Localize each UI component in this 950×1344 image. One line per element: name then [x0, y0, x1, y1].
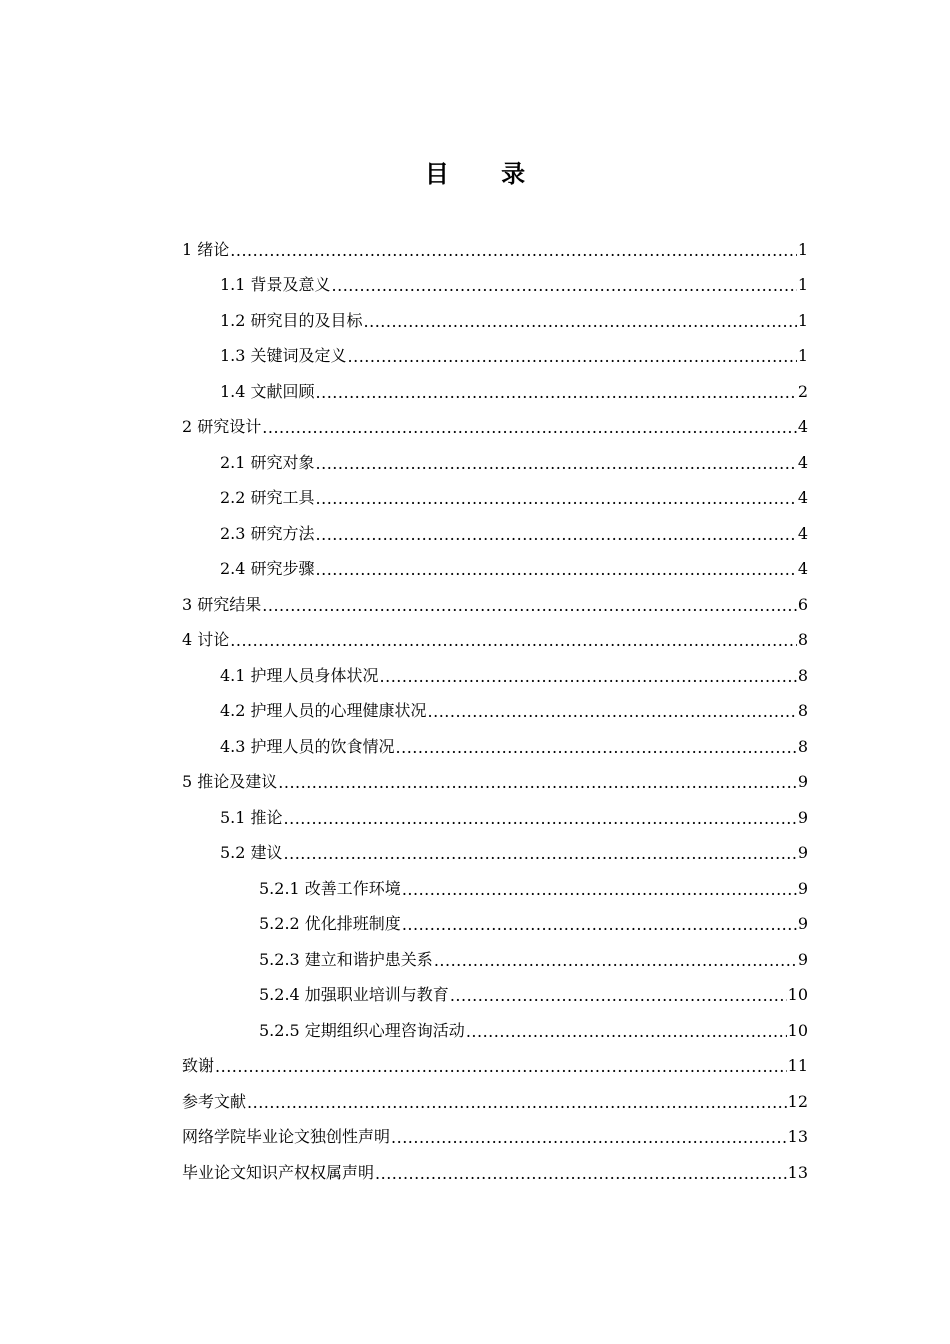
toc-dot-leader [230, 241, 797, 261]
toc-dot-leader [380, 667, 797, 687]
toc-entry-title: 2 研究设计 [182, 417, 262, 437]
toc-dot-leader [364, 312, 797, 332]
toc-dot-leader [375, 1164, 787, 1184]
toc-entry-title: 毕业论文知识产权权属声明 [182, 1162, 375, 1182]
toc-entry-page-number: 12 [787, 1091, 808, 1111]
toc-entry-page-number: 4 [797, 559, 808, 579]
toc-dot-leader [332, 276, 797, 296]
toc-entry[interactable] [182, 978, 808, 1014]
toc-entry-title: 致谢 [182, 1056, 215, 1076]
toc-dot-leader [316, 454, 797, 474]
toc-entry-page-number: 2 [797, 381, 808, 401]
toc-entry-title: 2.4 研究步骤 [220, 559, 315, 579]
toc-dot-leader [466, 1022, 787, 1042]
toc-entry[interactable] [182, 942, 808, 978]
toc-entry-title: 网络学院毕业论文独创性声明 [182, 1127, 391, 1147]
toc-entry-title: 1.4 文献回顾 [220, 381, 315, 401]
toc-entry[interactable] [182, 694, 808, 730]
toc-entry[interactable] [182, 658, 808, 694]
toc-entry-title: 5 推论及建议 [182, 772, 278, 792]
toc-entry-title: 5.1 推论 [220, 807, 283, 827]
toc-entry[interactable] [182, 374, 808, 410]
toc-entry-page-number: 9 [797, 807, 808, 827]
toc-entry[interactable] [182, 800, 808, 836]
toc-entry[interactable] [182, 1013, 808, 1049]
toc-entry-page-number: 4 [797, 452, 808, 472]
toc-entry[interactable] [182, 445, 808, 481]
toc-dot-leader [348, 347, 797, 367]
toc-entry[interactable] [182, 232, 808, 268]
page-title: 目 录 [424, 160, 548, 188]
toc-entry[interactable] [182, 268, 808, 304]
toc-entry-title: 4.1 护理人员身体状况 [220, 665, 379, 685]
toc-entry-title: 4.3 护理人员的饮食情况 [220, 736, 395, 756]
toc-entry-title: 4.2 护理人员的心理健康状况 [220, 701, 427, 721]
toc-dot-leader [428, 702, 797, 722]
toc-entry-title: 1.1 背景及意义 [220, 275, 331, 295]
toc-entry[interactable] [182, 1120, 808, 1156]
toc-entry-page-number: 9 [797, 949, 808, 969]
toc-dot-leader [278, 773, 797, 793]
toc-entry-page-number: 4 [797, 417, 808, 437]
toc-entry-page-number: 9 [797, 843, 808, 863]
toc-entry-title: 5.2.2 优化排班制度 [259, 914, 401, 934]
toc-entry-title: 2.3 研究方法 [220, 523, 315, 543]
toc-entry-title: 5.2 建议 [220, 843, 283, 863]
toc-entry[interactable] [182, 1084, 808, 1120]
toc-dot-leader [402, 915, 797, 935]
toc-entry-title: 参考文献 [182, 1091, 247, 1111]
toc-entry-page-number: 8 [797, 665, 808, 685]
toc-entry-page-number: 4 [797, 523, 808, 543]
toc-dot-leader [316, 560, 797, 580]
toc-entry-title: 3 研究结果 [182, 594, 262, 614]
toc-entry-page-number: 6 [797, 594, 808, 614]
toc-dot-leader [262, 418, 797, 438]
toc-dot-leader [247, 1093, 787, 1113]
toc-entry-page-number: 9 [797, 772, 808, 792]
toc-entry-page-number: 1 [797, 346, 808, 366]
toc-entry-page-number: 10 [787, 1020, 808, 1040]
toc-entry-title: 1 绪论 [182, 239, 230, 259]
toc-dot-leader [396, 738, 797, 758]
toc-dot-leader [284, 844, 797, 864]
toc-dot-leader [316, 383, 797, 403]
toc-entry-page-number: 13 [787, 1162, 808, 1182]
toc-entry[interactable] [182, 1155, 808, 1191]
toc-entry[interactable] [182, 587, 808, 623]
toc-entry-title: 1.2 研究目的及目标 [220, 310, 363, 330]
toc-entry-page-number: 1 [797, 275, 808, 295]
toc-entry[interactable] [182, 481, 808, 517]
table-of-contents [182, 232, 808, 1191]
toc-dot-leader [284, 809, 797, 829]
toc-dot-leader [434, 951, 797, 971]
toc-entry-page-number: 8 [797, 630, 808, 650]
toc-entry-page-number: 4 [797, 488, 808, 508]
toc-entry-title: 2.1 研究对象 [220, 452, 315, 472]
toc-entry-page-number: 9 [797, 878, 808, 898]
toc-entry[interactable] [182, 516, 808, 552]
toc-entry-page-number: 11 [787, 1056, 808, 1076]
toc-entry[interactable] [182, 552, 808, 588]
toc-dot-leader [402, 880, 797, 900]
toc-entry-title: 1.3 关键词及定义 [220, 346, 347, 366]
toc-entry[interactable] [182, 871, 808, 907]
toc-entry[interactable] [182, 303, 808, 339]
toc-dot-leader [391, 1128, 787, 1148]
toc-entry-title: 4 讨论 [182, 630, 230, 650]
toc-entry-page-number: 13 [787, 1127, 808, 1147]
toc-entry-page-number: 9 [797, 914, 808, 934]
toc-entry[interactable] [182, 765, 808, 801]
toc-entry-title: 5.2.5 定期组织心理咨询活动 [259, 1020, 465, 1040]
toc-dot-leader [230, 631, 797, 651]
toc-entry[interactable] [182, 410, 808, 446]
toc-entry-title: 5.2.1 改善工作环境 [259, 878, 401, 898]
toc-entry[interactable] [182, 1049, 808, 1085]
toc-entry[interactable] [182, 339, 808, 375]
toc-entry[interactable] [182, 907, 808, 943]
toc-entry-title: 5.2.4 加强职业培训与教育 [259, 985, 449, 1005]
toc-entry-page-number: 1 [797, 310, 808, 330]
toc-dot-leader [215, 1057, 787, 1077]
toc-entry-page-number: 10 [787, 985, 808, 1005]
toc-entry[interactable] [182, 836, 808, 872]
toc-dot-leader [450, 986, 787, 1006]
toc-entry-page-number: 8 [797, 736, 808, 756]
toc-entry-title: 5.2.3 建立和谐护患关系 [259, 949, 433, 969]
toc-dot-leader [262, 596, 797, 616]
toc-entry-page-number: 1 [797, 239, 808, 259]
toc-entry-title: 2.2 研究工具 [220, 488, 315, 508]
toc-dot-leader [316, 489, 797, 509]
toc-entry[interactable] [182, 623, 808, 659]
toc-entry[interactable] [182, 729, 808, 765]
toc-dot-leader [316, 525, 797, 545]
toc-entry-page-number: 8 [797, 701, 808, 721]
